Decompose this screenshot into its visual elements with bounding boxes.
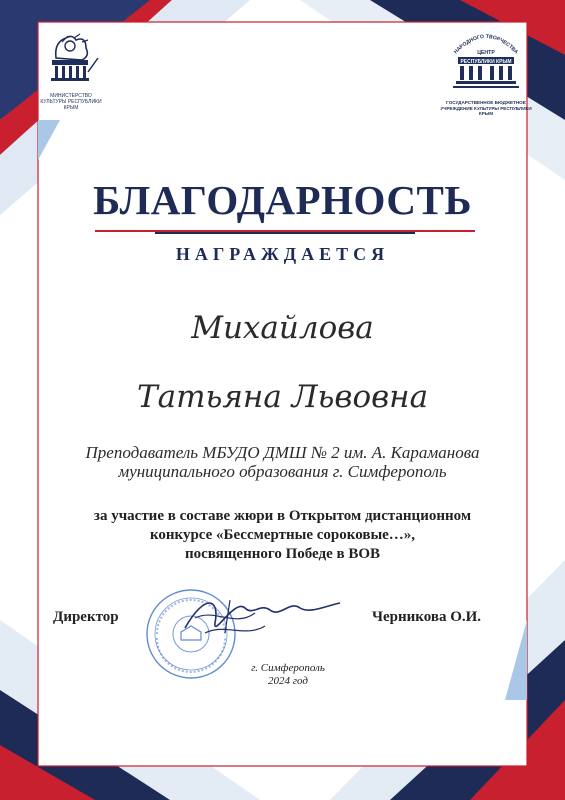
recipient-position	[40, 443, 525, 481]
logo-republic-text: РЕСПУБЛИКИ КРЫМ	[460, 59, 512, 65]
director-label: Директор	[53, 609, 119, 625]
award-reason	[40, 507, 525, 564]
certificate-title: БЛАГОДАРНОСТЬ	[93, 177, 472, 223]
logo-arc-text: НАРОДНОГО ТВОРЧЕСТВА	[453, 33, 519, 56]
logo-center-word: ЦЕНТР	[477, 50, 495, 56]
title-rule	[95, 230, 475, 234]
reason-line-2: конкурсе «Бессмертные сороковые…»,	[149, 527, 416, 543]
position-line-2: муниципального образования г. Симферополь	[118, 462, 447, 481]
year: 2024 год	[268, 675, 308, 687]
ministry-logo	[26, 28, 116, 111]
director-signature	[175, 588, 345, 648]
folk-art-center-icon	[438, 26, 534, 94]
position-line-1: Преподаватель МБУДО ДМШ № 2 им. А. Караманова	[85, 443, 480, 462]
recipient-surname: Михайлова	[191, 310, 374, 346]
folk-art-center-logo	[438, 26, 534, 117]
center-caption: ГОСУДАРСТВЕННОЕ БЮДЖЕТНОЕ УЧРЕЖДЕНИЕ КУЛЬТУРЫ РЕСПУБЛИКИ КРЫМ	[440, 100, 532, 117]
place-and-date	[243, 662, 333, 688]
recipient-given-names: Татьяна Львовна	[136, 379, 429, 415]
reason-line-3: посвященного Победе в ВОВ	[184, 546, 381, 562]
certificate-subtitle: НАГРАЖДАЕТСЯ	[175, 244, 390, 264]
ministry-caption: МИНИСТЕРСТВО КУЛЬТУРЫ РЕСПУБЛИКИ КРЫМ	[40, 93, 102, 111]
signer-name: Черникова О.И.	[372, 609, 482, 625]
ministry-crest-icon	[42, 28, 100, 86]
city: г. Симферополь	[251, 662, 325, 674]
reason-line-1: за участие в составе жюри в Открытом дистанционном	[93, 508, 472, 524]
